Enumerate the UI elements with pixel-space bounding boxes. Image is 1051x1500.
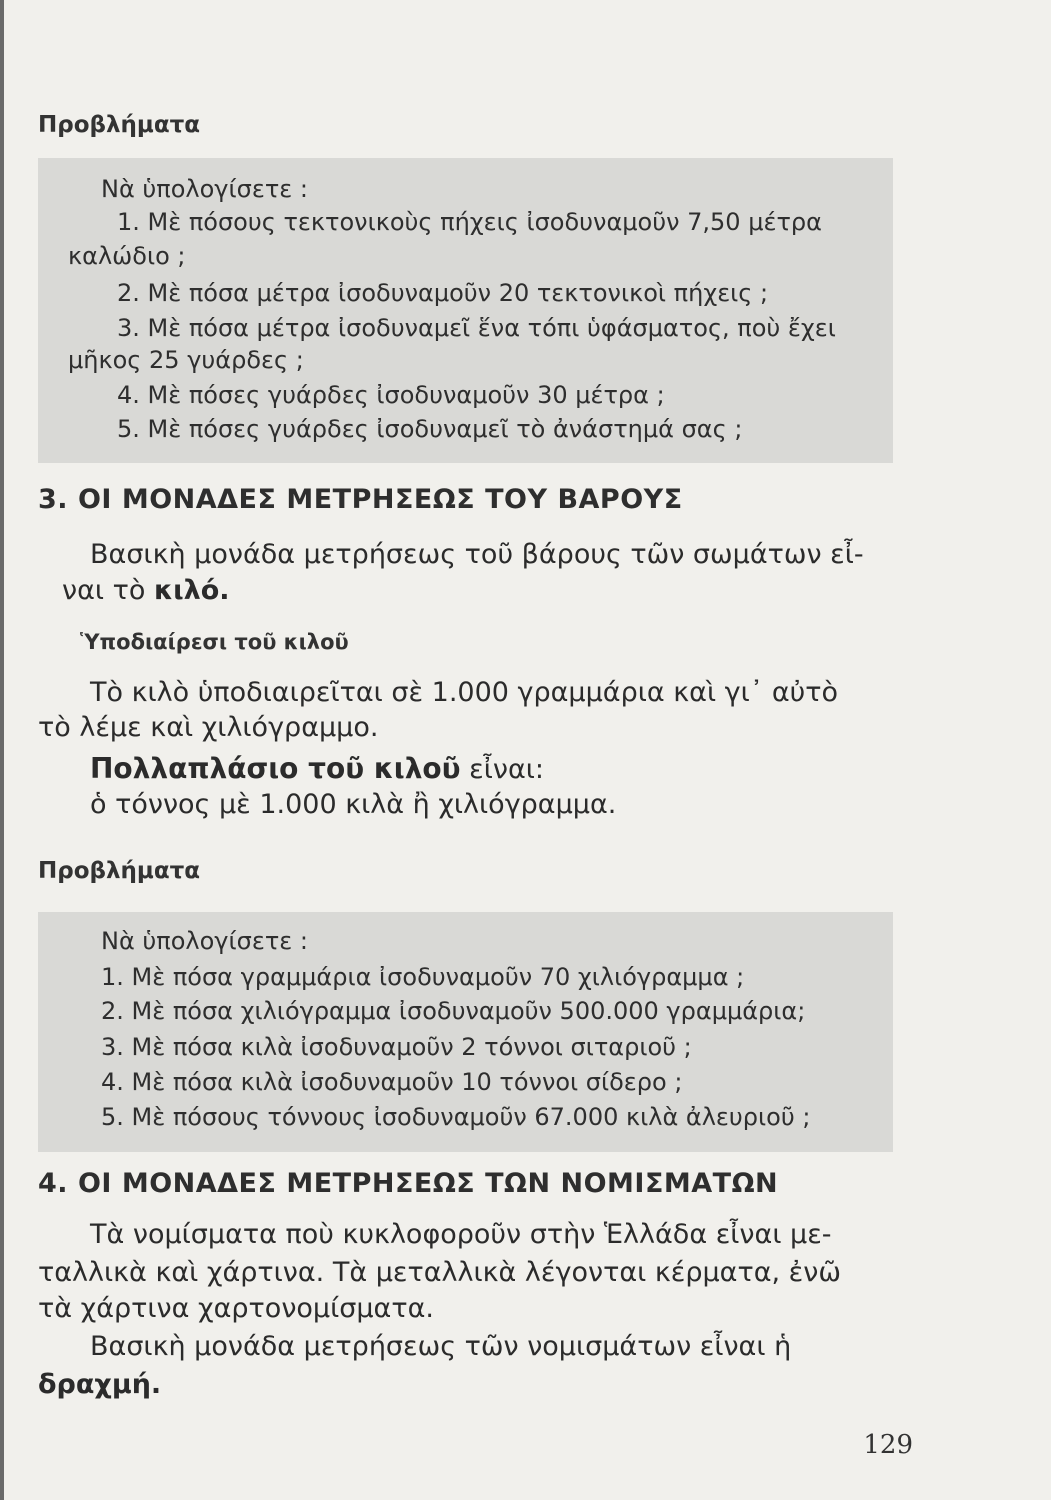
tonne-line: ὁ τόννος μὲ 1.000 κιλὰ ἢ χιλιόγραμμα. [90,789,617,820]
section-4-line-2: ταλλικὰ καὶ χάρτινα. Τὰ μεταλλικὰ λέγονται κέρματα, ἐνῶ [38,1257,841,1288]
section-3-para-2-line-1: Τὸ κιλὸ ὑποδιαιρεῖται σὲ 1.000 γραμμάρια καὶ γι᾿ αὐτὸ [90,677,839,708]
problems-box-1 [38,158,893,463]
subdivision-subhead: Ὑποδιαίρεσι τοῦ κιλοῦ [80,630,349,654]
text-run: εἶναι: [460,754,545,785]
page-number: 129 [863,1430,913,1460]
problem-item: 5. Μὲ πόσους τόννους ἰσοδυναμοῦν 67.000 κιλὰ ἀλευριοῦ ; [101,1103,811,1131]
section-3-para-1-line-2 [62,574,230,608]
text-run: ναι τὸ [62,575,154,606]
problem-item-cont: μῆκος 25 γυάρδες ; [68,346,304,374]
multiple-line [90,752,544,787]
problems-box-2 [38,912,893,1152]
problems-intro-1: Νὰ ὑπολογίσετε : [101,175,308,203]
section-4-line-4: Βασικὴ μονάδα μετρήσεως τῶν νομισμάτων εἶναι ἡ [90,1331,792,1362]
problem-item: 1. Μὲ πόσους τεκτονικοὺς πήχεις ἰσοδυναμοῦν 7,50 μέτρα [117,208,822,236]
section-4-line-3: τὰ χάρτινα χαρτονομίσματα. [38,1293,434,1324]
bold-term-multiple: Πολλαπλάσιο τοῦ κιλοῦ [90,752,461,785]
problem-item: 2. Μὲ πόσα χιλιόγραμμα ἰσοδυναμοῦν 500.000 γραμμάρια; [101,997,806,1025]
bold-term-kilo: κιλό. [153,575,230,606]
section-3-para-2-line-2: τὸ λέμε καὶ χιλιόγραμμο. [38,712,379,743]
problems-intro-2: Νὰ ὑπολογίσετε : [101,927,308,955]
bold-term-drachma: δραχμή. [38,1369,162,1400]
problem-item: 2. Μὲ πόσα μέτρα ἰσοδυναμοῦν 20 τεκτονικοὶ πήχεις ; [117,279,769,307]
section-4-line-1: Τὰ νομίσματα ποὺ κυκλοφοροῦν στὴν Ἑλλάδα εἶναι με- [90,1219,832,1250]
problem-item: 3. Μὲ πόσα μέτρα ἰσοδυναμεῖ ἕνα τόπι ὑφάσματος, ποὺ ἔχει [117,314,836,342]
section-3-para-1-line-1: Βασικὴ μονάδα μετρήσεως τοῦ βάρους τῶν σωμάτων εἶ- [90,539,864,570]
problem-item-cont: καλώδιο ; [68,242,186,270]
problem-item: 4. Μὲ πόσες γυάρδες ἰσοδυναμοῦν 30 μέτρα ; [117,381,665,409]
problem-item: 5. Μὲ πόσες γυάρδες ἰσοδυναμεῖ τὸ ἀνάστημά σας ; [117,415,743,443]
problem-item: 4. Μὲ πόσα κιλὰ ἰσοδυναμοῦν 10 τόννοι σίδερο ; [101,1068,683,1096]
page-edge [0,0,4,1500]
problems-heading-2: Προβλήματα [38,858,201,884]
section-3-title: 3. ΟΙ ΜΟΝΑΔΕΣ ΜΕΤΡΗΣΕΩΣ ΤΟΥ ΒΑΡΟΥΣ [38,484,683,515]
section-4-title: 4. ΟΙ ΜΟΝΑΔΕΣ ΜΕΤΡΗΣΕΩΣ ΤΩΝ ΝΟΜΙΣΜΑΤΩΝ [38,1168,779,1199]
problems-heading-1: Προβλήματα [38,112,201,138]
problem-item: 3. Μὲ πόσα κιλὰ ἰσοδυναμοῦν 2 τόννοι σιταριοῦ ; [101,1033,692,1061]
problem-item: 1. Μὲ πόσα γραμμάρια ἰσοδυναμοῦν 70 χιλιόγραμμα ; [101,963,745,991]
